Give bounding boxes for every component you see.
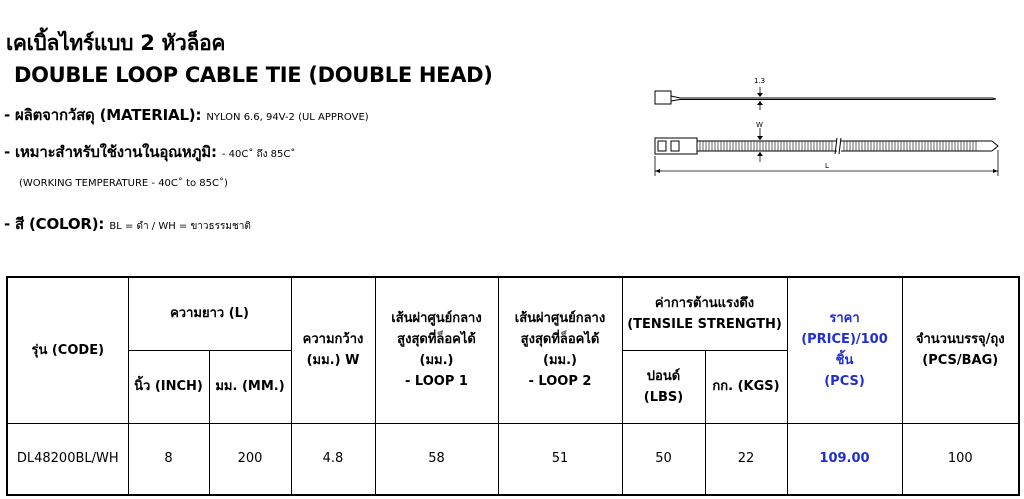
temperature-label: - เหมาะสำหรับใช้งานในอุณหภูมิ:: [4, 143, 217, 161]
material-value: NYLON 6.6, 94V-2 (UL APPROVE): [206, 112, 369, 123]
spec-table: [6, 276, 1020, 496]
dim-width-label: W: [756, 121, 763, 129]
header-tensile-line2: (TENSILE STRENGTH): [627, 316, 782, 332]
header-loop2-line2: สูงสุดที่ล็อคได้ (มม.): [520, 332, 600, 369]
header-loop2-line3: - LOOP 2: [528, 374, 592, 390]
spec-temperature: [4, 140, 295, 164]
header-loop1-line2: สูงสุดที่ล็อคได้ (มม.): [397, 332, 476, 369]
side-view: [655, 91, 996, 104]
cell-code: DL48200BL/WH: [7, 423, 128, 495]
header-loop2: [498, 277, 622, 423]
header-loop1-line1: เส้นผ่าศูนย์กลาง: [391, 311, 482, 327]
cell-loop1: 58: [375, 423, 498, 495]
header-pcs-bag-line1: จำนวนบรรจุ/ถุง: [915, 332, 1005, 348]
header-length: ความยาว (L): [128, 277, 291, 350]
cell-width: 4.8: [291, 423, 375, 495]
header-price-line2: (PRICE)/100 ชิ้น: [801, 332, 888, 369]
cell-pcs-bag: 100: [902, 423, 1019, 495]
spec-material: [4, 103, 369, 127]
temperature-value: - 40C˚ ถึง 85C˚: [221, 149, 296, 160]
header-tensile-lbs: ปอนด์ (LBS): [622, 350, 705, 423]
cell-price: 109.00: [787, 423, 902, 495]
page-title-english: DOUBLE LOOP CABLE TIE (DOUBLE HEAD): [14, 63, 493, 87]
header-tensile-line1: ค่าการต้านแรงดึง: [654, 295, 755, 311]
material-label: - ผลิตจากวัสดุ (MATERIAL):: [4, 106, 202, 124]
header-width-line1: ความกว้าง: [302, 332, 364, 348]
header-loop2-line1: เส้นผ่าศูนย์กลาง: [514, 311, 606, 327]
table-row: [7, 423, 1019, 495]
header-price-line1: ราคา: [829, 311, 860, 327]
header-width-line2: (มม.) W: [306, 353, 360, 369]
header-length-inch: นิ้ว (INCH): [128, 350, 209, 423]
color-value: BL = ดำ / WH = ขาวธรรมชาติ: [109, 221, 251, 232]
cell-lbs: 50: [622, 423, 705, 495]
dim-thickness-label: 1.3: [754, 77, 766, 85]
cell-kgs: 22: [705, 423, 787, 495]
spec-color: [4, 212, 251, 236]
top-view: [655, 138, 998, 154]
header-pcs-bag-line2: (PCS/BAG): [922, 353, 999, 369]
cell-mm: 200: [209, 423, 291, 495]
cell-loop2: 51: [498, 423, 622, 495]
header-price: [787, 277, 902, 423]
serrations-right: [844, 141, 976, 151]
header-loop1-line3: - LOOP 1: [405, 374, 468, 390]
page-title-thai: เคเบิ้ลไทร์แบบ 2 หัวล็อค: [6, 31, 226, 55]
header-loop1: [375, 277, 498, 423]
temperature-note: (WORKING TEMPERATURE - 40C˚ to 85C˚): [19, 178, 228, 189]
header-tensile: [622, 277, 787, 350]
cable-tie-drawing: [640, 70, 1010, 185]
color-label: - สี (COLOR):: [4, 215, 105, 233]
dim-length-label: L: [825, 162, 829, 170]
header-row-1: [7, 277, 1019, 350]
header-code: รุ่น (CODE): [7, 277, 128, 423]
cell-inch: 8: [128, 423, 209, 495]
header-pcs-bag: [902, 277, 1019, 423]
header-length-mm: มม. (MM.): [209, 350, 291, 423]
header-price-line3: (PCS): [824, 374, 865, 390]
serrations-left: [700, 141, 832, 151]
header-tensile-kgs: กก. (KGS): [705, 350, 787, 423]
header-width: [291, 277, 375, 423]
